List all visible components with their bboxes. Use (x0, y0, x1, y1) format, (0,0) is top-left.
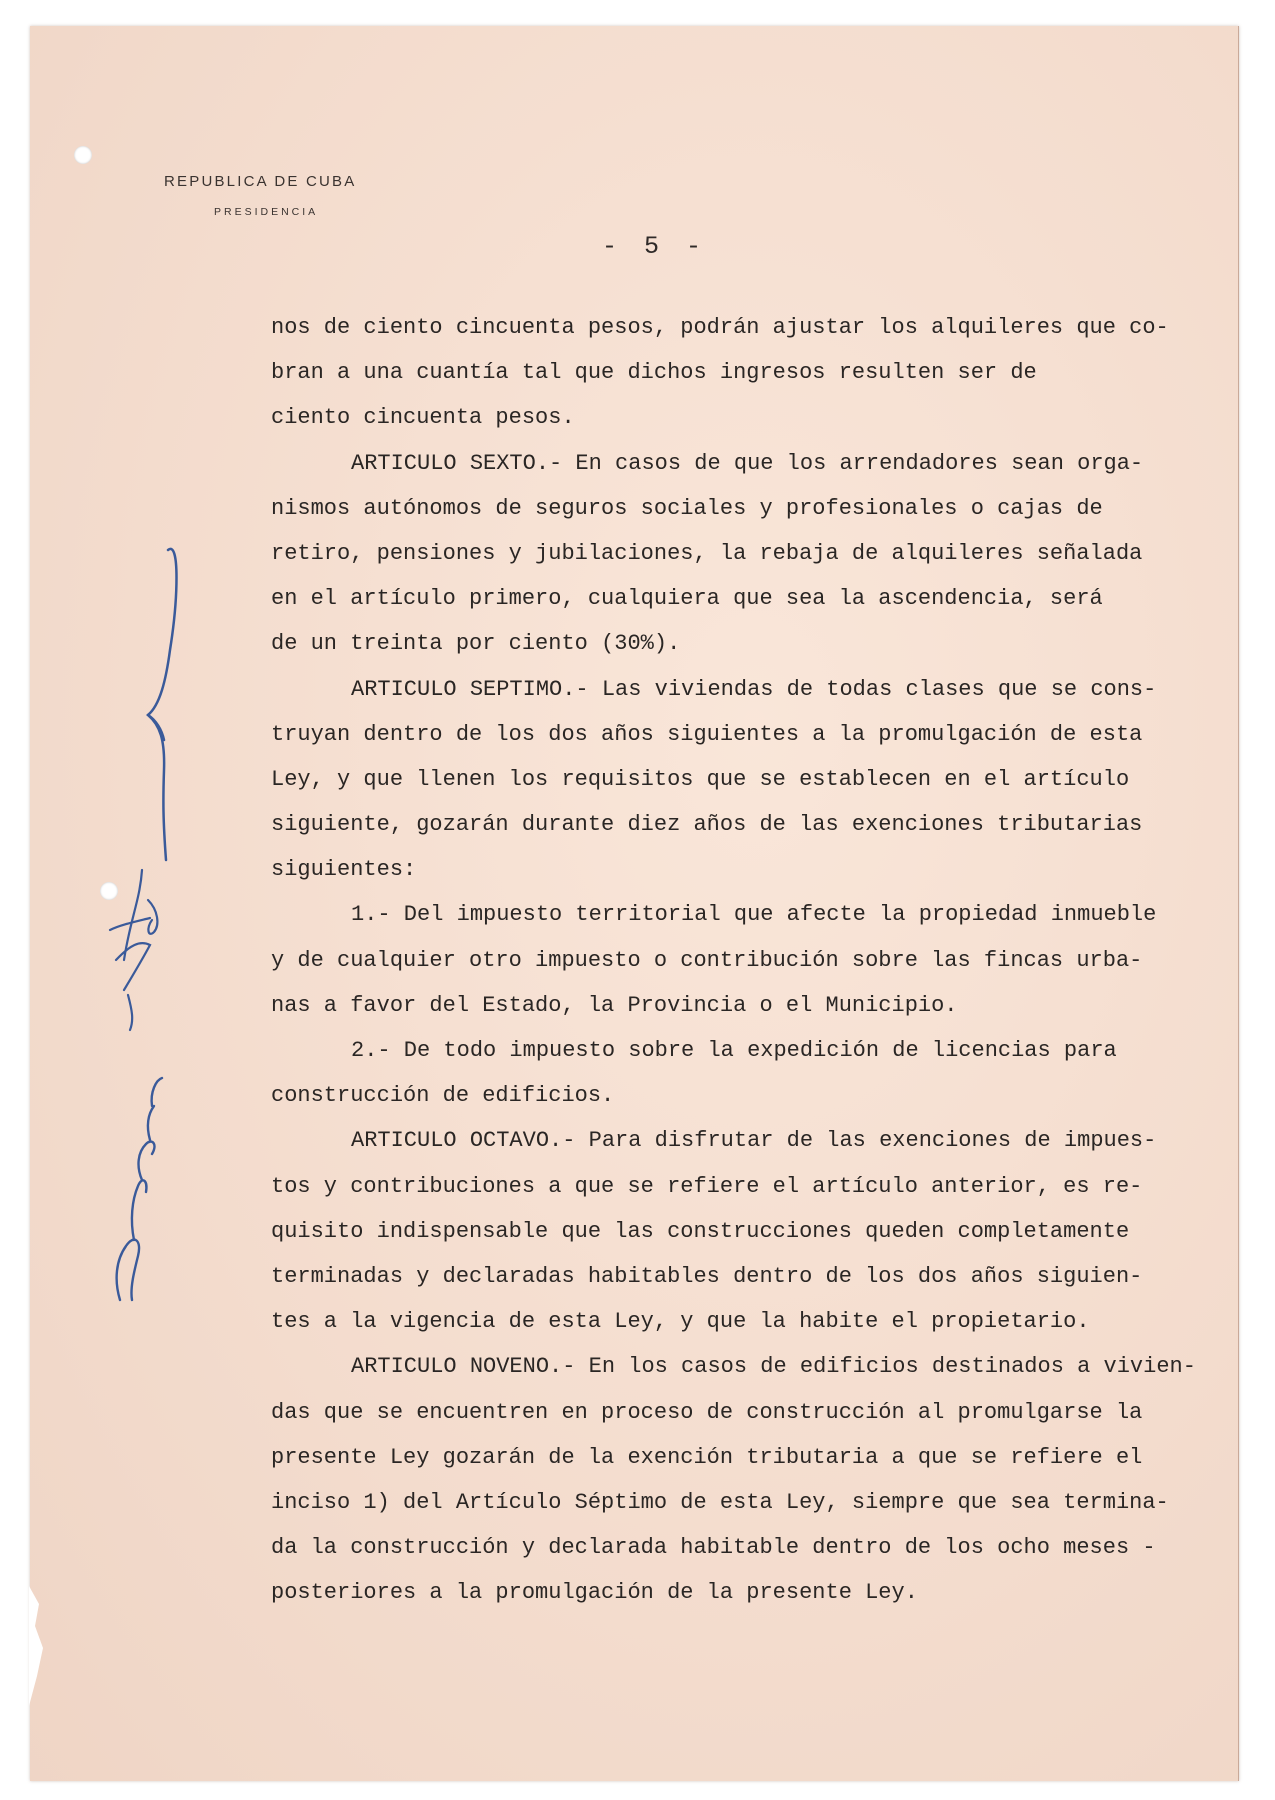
signature-stroke-long (148, 549, 177, 860)
body-line: inciso 1) del Artículo Séptimo de esta Ley, siempre que sea termina- (271, 1489, 1169, 1515)
signature-initials (110, 870, 157, 1030)
page-number: - 5 - (602, 232, 708, 261)
body-line: da la construcción y declarada habitable dentro de los ocho meses - (271, 1535, 1156, 1561)
body-line: siguientes: (271, 857, 417, 883)
body-line: ARTICULO NOVENO.- En los casos de edificios destinados a vivien- (351, 1354, 1196, 1380)
body-line: en el artículo primero, cualquiera que sea la ascendencia, será (271, 586, 1103, 612)
body-line: de un treinta por ciento (30%). (271, 631, 681, 657)
body-line: Ley, y que llenen los requisitos que se establecen en el artículo (271, 766, 1130, 792)
body-line: truyan dentro de los dos años siguientes a la promulgación de esta (271, 721, 1143, 747)
body-line: ARTICULO SEPTIMO.- Las viviendas de todas clases que se cons- (351, 676, 1157, 702)
torn-edge (29, 1586, 59, 1706)
body-line: terminadas y declaradas habitables dentro de los dos años siguien- (271, 1263, 1143, 1289)
body-line: presente Ley gozarán de la exención tributaria a que se refiere el (271, 1444, 1143, 1470)
body-line: bran a una cuantía tal que dichos ingresos resulten ser de (271, 360, 1037, 386)
body-line: construcción de edificios. (271, 1083, 615, 1109)
body-line: y de cualquier otro impuesto o contribución sobre las fincas urba- (271, 947, 1143, 973)
body-line: 1.- Del impuesto territorial que afecte la propiedad inmueble (351, 902, 1157, 928)
margin-signatures (90, 540, 200, 1320)
body-line: ciento cincuenta pesos. (271, 405, 575, 431)
body-line: tes a la vigencia de esta Ley, y que la habite el propietario. (271, 1309, 1090, 1335)
body-line: retiro, pensiones y jubilaciones, la rebaja de alquileres señalada (271, 540, 1143, 566)
signature-name (117, 1078, 162, 1300)
body-line: 2.- De todo impuesto sobre la expedición de licencias para (351, 1038, 1117, 1063)
body-line: nos de ciento cincuenta pesos, podrán ajustar los alquileres que co- (271, 315, 1169, 340)
body-line: nas a favor del Estado, la Provincia o el Municipio. (271, 992, 958, 1018)
body-line: tos y contribuciones a que se refiere el artículo anterior, es re- (271, 1173, 1143, 1199)
typed-body-text (271, 305, 1201, 1615)
body-line: quisito indispensable que las construcciones queden completamente (271, 1218, 1130, 1244)
punch-hole-top (74, 146, 92, 164)
body-line: nismos autónomos de seguros sociales y profesionales o cajas de (271, 495, 1103, 521)
body-line: posteriores a la promulgación de la presente Ley. (271, 1580, 918, 1606)
body-line: ARTICULO OCTAVO.- Para disfrutar de las exenciones de impues- (351, 1128, 1157, 1154)
letterhead-office: PRESIDENCIA (214, 206, 319, 218)
body-line: siguiente, gozarán durante diez años de las exenciones tributarias (271, 812, 1143, 838)
letterhead-country: REPUBLICA DE CUBA (164, 173, 357, 190)
body-line: ARTICULO SEXTO.- En casos de que los arrendadores sean orga- (351, 450, 1144, 476)
body-line: das que se encuentren en proceso de construcción al promulgarse la (271, 1399, 1143, 1425)
